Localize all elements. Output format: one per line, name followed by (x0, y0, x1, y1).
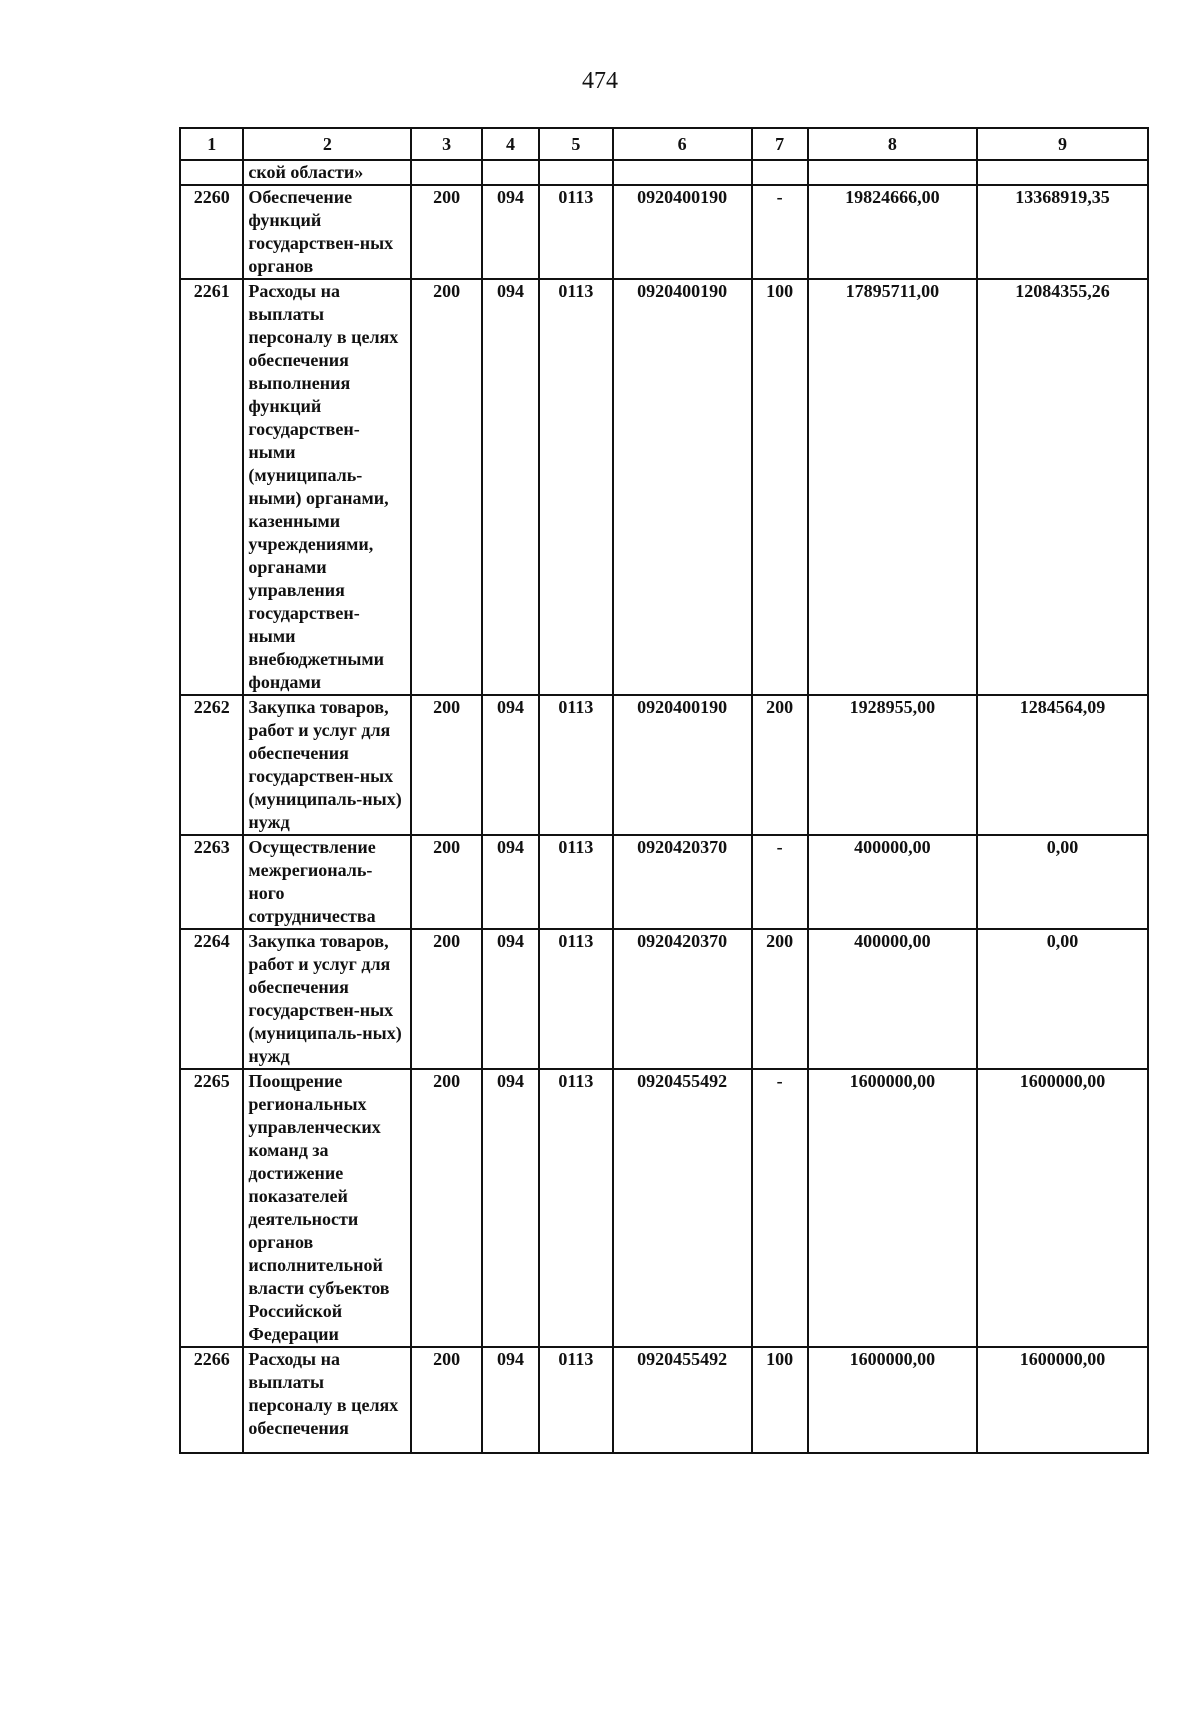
code-cell: 0920455492 (613, 1069, 752, 1347)
code-cell: 0113 (539, 695, 612, 835)
table-row (180, 695, 1148, 835)
code-cell: 094 (482, 185, 539, 279)
amount-cell: 1600000,00 (808, 1347, 977, 1453)
code-cell: 0113 (539, 1069, 612, 1347)
code-cell: 200 (411, 835, 481, 929)
code-cell: 200 (411, 1069, 481, 1347)
amount-cell: 17895711,00 (808, 279, 977, 695)
row-name-cell: Закупка товаров, работ и услуг для обеспечения государствен-ных (муниципаль-ных) нужд (243, 929, 411, 1069)
code-cell: - (752, 185, 808, 279)
header-row (180, 128, 1148, 160)
amount-cell: 1928955,00 (808, 695, 977, 835)
code-cell: 200 (411, 185, 481, 279)
amount-cell: 12084355,26 (977, 279, 1148, 695)
code-cell: 094 (482, 1069, 539, 1347)
row-number-cell: 2265 (180, 1069, 243, 1347)
code-cell: 0920400190 (613, 185, 752, 279)
table-row (180, 835, 1148, 929)
code-cell: 200 (411, 695, 481, 835)
row-name-cell: Поощрение региональных управленческих команд за достижение показателей деятельности органов исполнительной власти субъектов Российской Федерации (243, 1069, 411, 1347)
column-header: 6 (613, 128, 752, 160)
code-cell: 0113 (539, 1347, 612, 1453)
code-cell: 0113 (539, 185, 612, 279)
amount-cell: 0,00 (977, 929, 1148, 1069)
code-cell: 094 (482, 835, 539, 929)
amount-cell: 19824666,00 (808, 185, 977, 279)
code-cell (482, 160, 539, 185)
row-number-cell: 2261 (180, 279, 243, 695)
code-cell: 200 (752, 929, 808, 1069)
row-name-cell: Закупка товаров, работ и услуг для обеспечения государствен-ных (муниципаль-ных) нужд (243, 695, 411, 835)
code-cell: 094 (482, 929, 539, 1069)
column-header: 3 (411, 128, 481, 160)
row-name-cell: ской области» (243, 160, 411, 185)
amount-cell: 400000,00 (808, 929, 977, 1069)
code-cell (411, 160, 481, 185)
code-cell: 094 (482, 1347, 539, 1453)
amount-cell: 13368919,35 (977, 185, 1148, 279)
code-cell: - (752, 835, 808, 929)
code-cell: 0920420370 (613, 929, 752, 1069)
row-number-cell (180, 160, 243, 185)
page-number: 474 (582, 68, 618, 94)
code-cell: 200 (411, 1347, 481, 1453)
row-number-cell: 2263 (180, 835, 243, 929)
table-row (180, 929, 1148, 1069)
code-cell: 200 (411, 279, 481, 695)
code-cell: 200 (752, 695, 808, 835)
amount-cell: 1600000,00 (977, 1069, 1148, 1347)
amount-cell: 1600000,00 (808, 1069, 977, 1347)
code-cell: 0113 (539, 279, 612, 695)
column-header: 1 (180, 128, 243, 160)
code-cell: 100 (752, 1347, 808, 1453)
amount-cell (808, 160, 977, 185)
code-cell: 0920400190 (613, 279, 752, 695)
code-cell (752, 160, 808, 185)
row-name-cell: Осуществление межрегиональ-ного сотрудничества (243, 835, 411, 929)
code-cell: 0920400190 (613, 695, 752, 835)
column-header: 9 (977, 128, 1148, 160)
code-cell: 0920420370 (613, 835, 752, 929)
row-number-cell: 2262 (180, 695, 243, 835)
code-cell: 100 (752, 279, 808, 695)
code-cell: - (752, 1069, 808, 1347)
column-header: 4 (482, 128, 539, 160)
budget-table (179, 127, 1149, 1454)
table-row (180, 185, 1148, 279)
row-name-cell: Расходы на выплаты персоналу в целях обеспечения (243, 1347, 411, 1453)
row-name-cell: Обеспечение функций государствен-ных органов (243, 185, 411, 279)
code-cell (613, 160, 752, 185)
row-number-cell: 2266 (180, 1347, 243, 1453)
column-header: 8 (808, 128, 977, 160)
table-row (180, 279, 1148, 695)
column-header: 7 (752, 128, 808, 160)
row-name-cell: Расходы на выплаты персоналу в целях обеспечения выполнения функций государствен-ными (муниципаль-ными) органами, казенными учреждениями, органами управления государствен-ными внебюджетными фондами (243, 279, 411, 695)
table-row (180, 1069, 1148, 1347)
amount-cell: 0,00 (977, 835, 1148, 929)
code-cell: 0920455492 (613, 1347, 752, 1453)
table-row (180, 1347, 1148, 1453)
column-header: 2 (243, 128, 411, 160)
amount-cell: 1284564,09 (977, 695, 1148, 835)
continuation-row (180, 160, 1148, 185)
amount-cell: 1600000,00 (977, 1347, 1148, 1453)
column-header: 5 (539, 128, 612, 160)
code-cell (539, 160, 612, 185)
code-cell: 0113 (539, 835, 612, 929)
row-number-cell: 2260 (180, 185, 243, 279)
code-cell: 094 (482, 279, 539, 695)
row-number-cell: 2264 (180, 929, 243, 1069)
amount-cell: 400000,00 (808, 835, 977, 929)
code-cell: 200 (411, 929, 481, 1069)
code-cell: 0113 (539, 929, 612, 1069)
amount-cell (977, 160, 1148, 185)
code-cell: 094 (482, 695, 539, 835)
